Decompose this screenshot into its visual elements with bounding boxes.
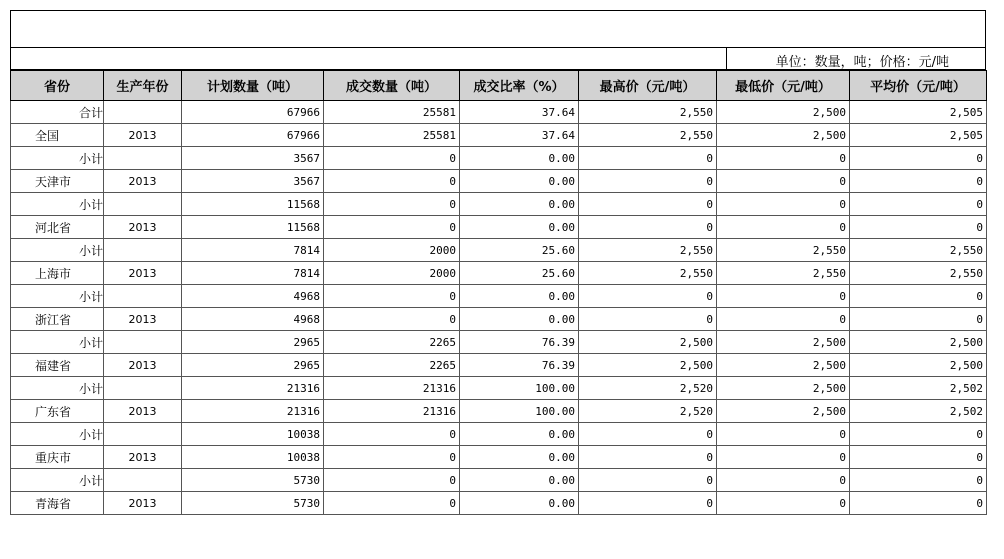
deal-qty-cell: 21316: [324, 400, 460, 423]
year-cell: [104, 469, 182, 492]
auction-results-table: [10, 70, 987, 515]
deal-qty-cell: 0: [324, 216, 460, 239]
province-row: [11, 262, 987, 285]
deal-qty-cell: 21316: [324, 377, 460, 400]
subtotal-row: [11, 147, 987, 170]
min-price-cell: 2,500: [717, 331, 850, 354]
report-title-row: [10, 10, 986, 48]
deal-ratio-cell: 0.00: [460, 446, 579, 469]
deal-ratio-cell: 0.00: [460, 308, 579, 331]
deal-ratio-cell: 0.00: [460, 170, 579, 193]
avg-price-cell: 0: [850, 193, 987, 216]
province-cell: 上海市: [11, 262, 104, 285]
min-price-cell: 0: [717, 216, 850, 239]
table-header-row: [11, 71, 987, 101]
avg-price-cell: 0: [850, 308, 987, 331]
deal-qty-cell: 0: [324, 285, 460, 308]
max-price-cell: 2,550: [579, 239, 717, 262]
deal-qty-cell: 0: [324, 193, 460, 216]
avg-price-cell: 2,550: [850, 239, 987, 262]
deal-ratio-cell: 76.39: [460, 354, 579, 377]
subtotal-label: 合计: [11, 101, 104, 124]
avg-price-cell: 0: [850, 147, 987, 170]
max-price-cell: 0: [579, 193, 717, 216]
deal-qty-cell: 25581: [324, 124, 460, 147]
min-price-cell: 0: [717, 469, 850, 492]
province-row: [11, 354, 987, 377]
deal-qty-cell: 0: [324, 308, 460, 331]
year-cell: 2013: [104, 446, 182, 469]
min-price-cell: 0: [717, 308, 850, 331]
subtotal-label: 小计: [11, 469, 104, 492]
deal-ratio-cell: 0.00: [460, 193, 579, 216]
deal-ratio-cell: 25.60: [460, 239, 579, 262]
col-header-province: 省份: [11, 71, 104, 101]
col-header-max-price: 最高价（元/吨）: [579, 71, 717, 101]
deal-qty-cell: 0: [324, 492, 460, 515]
col-header-deal-ratio: 成交比率（%）: [460, 71, 579, 101]
subtotal-row: [11, 285, 987, 308]
year-cell: 2013: [104, 308, 182, 331]
unit-note: 单位：数量，吨；价格：元/吨: [775, 55, 949, 70]
min-price-cell: 2,550: [717, 239, 850, 262]
min-price-cell: 2,550: [717, 262, 850, 285]
max-price-cell: 0: [579, 285, 717, 308]
year-cell: 2013: [104, 492, 182, 515]
plan-qty-cell: 7814: [182, 262, 324, 285]
plan-qty-cell: 21316: [182, 400, 324, 423]
plan-qty-cell: 21316: [182, 377, 324, 400]
report-frame: [10, 10, 986, 515]
year-cell: 2013: [104, 216, 182, 239]
plan-qty-cell: 67966: [182, 101, 324, 124]
col-header-plan-qty: 计划数量（吨）: [182, 71, 324, 101]
province-row: [11, 308, 987, 331]
year-cell: [104, 147, 182, 170]
min-price-cell: 0: [717, 285, 850, 308]
province-cell: 福建省: [11, 354, 104, 377]
min-price-cell: 0: [717, 193, 850, 216]
plan-qty-cell: 4968: [182, 308, 324, 331]
plan-qty-cell: 2965: [182, 354, 324, 377]
avg-price-cell: 2,502: [850, 377, 987, 400]
province-cell: 河北省: [11, 216, 104, 239]
plan-qty-cell: 3567: [182, 147, 324, 170]
subtotal-row: [11, 377, 987, 400]
deal-ratio-cell: 37.64: [460, 124, 579, 147]
deal-qty-cell: 0: [324, 446, 460, 469]
province-row: [11, 492, 987, 515]
subtotal-row: [11, 101, 987, 124]
plan-qty-cell: 7814: [182, 239, 324, 262]
col-header-deal-qty: 成交数量（吨）: [324, 71, 460, 101]
province-cell: 重庆市: [11, 446, 104, 469]
max-price-cell: 2,500: [579, 354, 717, 377]
min-price-cell: 0: [717, 423, 850, 446]
min-price-cell: 0: [717, 170, 850, 193]
min-price-cell: 2,500: [717, 101, 850, 124]
deal-ratio-cell: 0.00: [460, 492, 579, 515]
deal-ratio-cell: 0.00: [460, 423, 579, 446]
subtotal-label: 小计: [11, 377, 104, 400]
max-price-cell: 0: [579, 170, 717, 193]
province-row: [11, 216, 987, 239]
year-cell: 2013: [104, 354, 182, 377]
avg-price-cell: 0: [850, 285, 987, 308]
max-price-cell: 2,550: [579, 262, 717, 285]
year-cell: [104, 331, 182, 354]
avg-price-cell: 2,502: [850, 400, 987, 423]
province-row: [11, 124, 987, 147]
max-price-cell: 0: [579, 469, 717, 492]
deal-qty-cell: 0: [324, 469, 460, 492]
province-cell: 广东省: [11, 400, 104, 423]
avg-price-cell: 2,500: [850, 331, 987, 354]
plan-qty-cell: 5730: [182, 492, 324, 515]
province-cell: 天津市: [11, 170, 104, 193]
plan-qty-cell: 11568: [182, 216, 324, 239]
col-header-avg-price: 平均价（元/吨）: [850, 71, 987, 101]
avg-price-cell: 0: [850, 469, 987, 492]
max-price-cell: 0: [579, 216, 717, 239]
plan-qty-cell: 3567: [182, 170, 324, 193]
province-cell: 全国: [11, 124, 104, 147]
deal-qty-cell: 2000: [324, 262, 460, 285]
deal-qty-cell: 2000: [324, 239, 460, 262]
year-cell: [104, 193, 182, 216]
avg-price-cell: 2,505: [850, 101, 987, 124]
avg-price-cell: 0: [850, 216, 987, 239]
max-price-cell: 0: [579, 423, 717, 446]
subtotal-label: 小计: [11, 285, 104, 308]
subtotal-label: 小计: [11, 423, 104, 446]
max-price-cell: 2,550: [579, 124, 717, 147]
deal-ratio-cell: 76.39: [460, 331, 579, 354]
plan-qty-cell: 67966: [182, 124, 324, 147]
subtotal-row: [11, 239, 987, 262]
deal-qty-cell: 25581: [324, 101, 460, 124]
plan-qty-cell: 10038: [182, 446, 324, 469]
avg-price-cell: 2,550: [850, 262, 987, 285]
province-row: [11, 446, 987, 469]
unit-separator: [726, 48, 727, 69]
year-cell: 2013: [104, 262, 182, 285]
deal-qty-cell: 0: [324, 423, 460, 446]
plan-qty-cell: 2965: [182, 331, 324, 354]
avg-price-cell: 0: [850, 492, 987, 515]
avg-price-cell: 2,500: [850, 354, 987, 377]
year-cell: 2013: [104, 124, 182, 147]
min-price-cell: 2,500: [717, 354, 850, 377]
deal-ratio-cell: 0.00: [460, 147, 579, 170]
max-price-cell: 2,520: [579, 377, 717, 400]
max-price-cell: 0: [579, 446, 717, 469]
min-price-cell: 2,500: [717, 124, 850, 147]
max-price-cell: 2,520: [579, 400, 717, 423]
subtotal-label: 小计: [11, 147, 104, 170]
table-body: [11, 101, 987, 515]
min-price-cell: 0: [717, 147, 850, 170]
max-price-cell: 0: [579, 492, 717, 515]
col-header-year: 生产年份: [104, 71, 182, 101]
deal-ratio-cell: 25.60: [460, 262, 579, 285]
plan-qty-cell: 11568: [182, 193, 324, 216]
max-price-cell: 0: [579, 308, 717, 331]
year-cell: [104, 377, 182, 400]
avg-price-cell: 2,505: [850, 124, 987, 147]
year-cell: [104, 239, 182, 262]
deal-ratio-cell: 0.00: [460, 469, 579, 492]
avg-price-cell: 0: [850, 170, 987, 193]
subtotal-row: [11, 469, 987, 492]
plan-qty-cell: 4968: [182, 285, 324, 308]
col-header-min-price: 最低价（元/吨）: [717, 71, 850, 101]
subtotal-label: 小计: [11, 239, 104, 262]
min-price-cell: 2,500: [717, 377, 850, 400]
deal-qty-cell: 2265: [324, 354, 460, 377]
year-cell: 2013: [104, 170, 182, 193]
avg-price-cell: 0: [850, 446, 987, 469]
province-row: [11, 400, 987, 423]
min-price-cell: 2,500: [717, 400, 850, 423]
year-cell: 2013: [104, 400, 182, 423]
plan-qty-cell: 10038: [182, 423, 324, 446]
deal-ratio-cell: 100.00: [460, 400, 579, 423]
deal-ratio-cell: 100.00: [460, 377, 579, 400]
max-price-cell: 0: [579, 147, 717, 170]
subtotal-row: [11, 423, 987, 446]
province-cell: 青海省: [11, 492, 104, 515]
unit-row: [10, 48, 986, 70]
deal-qty-cell: 0: [324, 170, 460, 193]
min-price-cell: 0: [717, 446, 850, 469]
subtotal-row: [11, 193, 987, 216]
province-row: [11, 170, 987, 193]
max-price-cell: 2,500: [579, 331, 717, 354]
year-cell: [104, 423, 182, 446]
province-cell: 浙江省: [11, 308, 104, 331]
deal-ratio-cell: 37.64: [460, 101, 579, 124]
min-price-cell: 0: [717, 492, 850, 515]
year-cell: [104, 101, 182, 124]
deal-qty-cell: 2265: [324, 331, 460, 354]
deal-ratio-cell: 0.00: [460, 285, 579, 308]
subtotal-label: 小计: [11, 193, 104, 216]
max-price-cell: 2,550: [579, 101, 717, 124]
year-cell: [104, 285, 182, 308]
subtotal-row: [11, 331, 987, 354]
avg-price-cell: 0: [850, 423, 987, 446]
subtotal-label: 小计: [11, 331, 104, 354]
deal-qty-cell: 0: [324, 147, 460, 170]
plan-qty-cell: 5730: [182, 469, 324, 492]
deal-ratio-cell: 0.00: [460, 216, 579, 239]
